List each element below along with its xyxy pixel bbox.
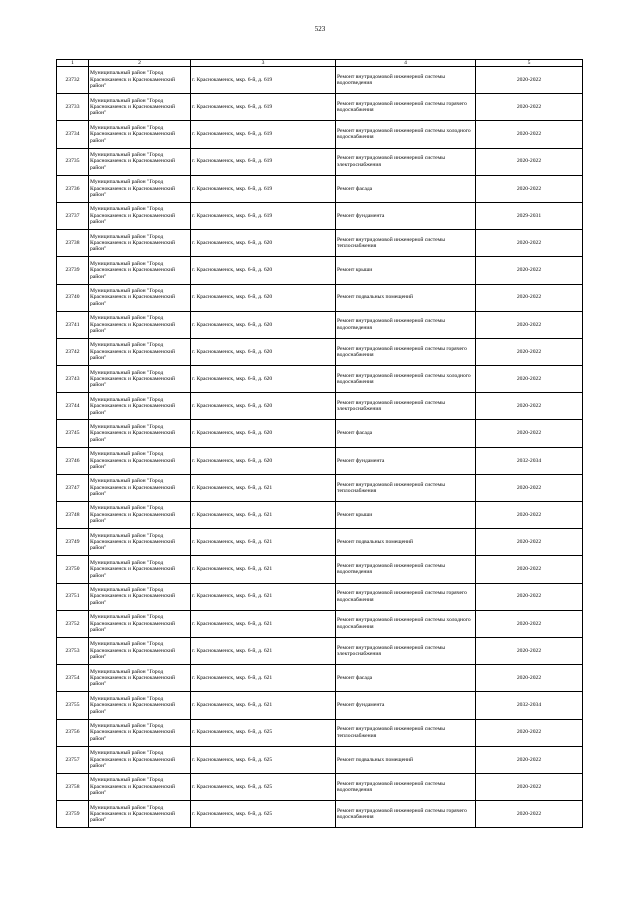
row-number: 23743 bbox=[57, 366, 89, 393]
municipality-cell: Муниципальный район "Город Краснокаменск и Краснокаменский район" bbox=[89, 94, 191, 121]
period-cell: 2020-2022 bbox=[476, 67, 583, 94]
address-cell: г. Краснокаменск, мкр. 6-й, д. 619 bbox=[191, 148, 336, 175]
header-row bbox=[57, 60, 583, 67]
address-cell: г. Краснокаменск, мкр. 6-й, д. 621 bbox=[191, 502, 336, 529]
work-type-cell: Ремонт подвальных помещений bbox=[336, 746, 476, 773]
address-cell: г. Краснокаменск, мкр. 6-й, д. 620 bbox=[191, 284, 336, 311]
period-cell: 2032-2034 bbox=[476, 692, 583, 719]
municipality-cell: Муниципальный район "Город Краснокаменск и Краснокаменский район" bbox=[89, 420, 191, 447]
period-cell: 2020-2022 bbox=[476, 311, 583, 338]
municipality-cell: Муниципальный район "Город Краснокаменск и Краснокаменский район" bbox=[89, 311, 191, 338]
table-row bbox=[57, 529, 583, 556]
table-row bbox=[57, 692, 583, 719]
column-header: 4 bbox=[336, 60, 476, 67]
row-number: 23733 bbox=[57, 94, 89, 121]
row-number: 23744 bbox=[57, 393, 89, 420]
address-cell: г. Краснокаменск, мкр. 6-й, д. 620 bbox=[191, 338, 336, 365]
table-row bbox=[57, 474, 583, 501]
address-cell: г. Краснокаменск, мкр. 6-й, д. 620 bbox=[191, 230, 336, 257]
period-cell: 2020-2022 bbox=[476, 474, 583, 501]
municipality-cell: Муниципальный район "Город Краснокаменск и Краснокаменский район" bbox=[89, 529, 191, 556]
work-type-cell: Ремонт внутридомовой инженерной системы горячего водоснабжения bbox=[336, 338, 476, 365]
period-cell: 2020-2022 bbox=[476, 94, 583, 121]
table-body bbox=[57, 67, 583, 828]
row-number: 23757 bbox=[57, 746, 89, 773]
work-type-cell: Ремонт внутридомовой инженерной системы электроснабжения bbox=[336, 637, 476, 664]
table-row bbox=[57, 311, 583, 338]
table-row bbox=[57, 665, 583, 692]
row-number: 23753 bbox=[57, 637, 89, 664]
period-cell: 2020-2022 bbox=[476, 801, 583, 828]
row-number: 23734 bbox=[57, 121, 89, 148]
municipality-cell: Муниципальный район "Город Краснокаменск и Краснокаменский район" bbox=[89, 583, 191, 610]
work-type-cell: Ремонт внутридомовой инженерной системы теплоснабжения bbox=[336, 719, 476, 746]
row-number: 23746 bbox=[57, 447, 89, 474]
period-cell: 2020-2022 bbox=[476, 230, 583, 257]
row-number: 23737 bbox=[57, 202, 89, 229]
address-cell: г. Краснокаменск, мкр. 6-й, д. 619 bbox=[191, 121, 336, 148]
row-number: 23742 bbox=[57, 338, 89, 365]
work-type-cell: Ремонт внутридомовой инженерной системы холодного водоснабжения bbox=[336, 366, 476, 393]
address-cell: г. Краснокаменск, мкр. 6-й, д. 619 bbox=[191, 94, 336, 121]
row-number: 23754 bbox=[57, 665, 89, 692]
address-cell: г. Краснокаменск, мкр. 6-й, д. 625 bbox=[191, 719, 336, 746]
table-row bbox=[57, 94, 583, 121]
municipality-cell: Муниципальный район "Город Краснокаменск и Краснокаменский район" bbox=[89, 556, 191, 583]
municipality-cell: Муниципальный район "Город Краснокаменск и Краснокаменский район" bbox=[89, 665, 191, 692]
table-row bbox=[57, 366, 583, 393]
period-cell: 2020-2022 bbox=[476, 665, 583, 692]
address-cell: г. Краснокаменск, мкр. 6-й, д. 621 bbox=[191, 610, 336, 637]
row-number: 23732 bbox=[57, 67, 89, 94]
table-row bbox=[57, 148, 583, 175]
row-number: 23741 bbox=[57, 311, 89, 338]
row-number: 23759 bbox=[57, 801, 89, 828]
period-cell: 2020-2022 bbox=[476, 121, 583, 148]
address-cell: г. Краснокаменск, мкр. 6-й, д. 621 bbox=[191, 583, 336, 610]
address-cell: г. Краснокаменск, мкр. 6-й, д. 621 bbox=[191, 529, 336, 556]
period-cell: 2020-2022 bbox=[476, 420, 583, 447]
municipality-cell: Муниципальный район "Город Краснокаменск и Краснокаменский район" bbox=[89, 719, 191, 746]
period-cell: 2020-2022 bbox=[476, 257, 583, 284]
address-cell: г. Краснокаменск, мкр. 6-й, д. 625 bbox=[191, 773, 336, 800]
address-cell: г. Краснокаменск, мкр. 6-й, д. 621 bbox=[191, 474, 336, 501]
table-row bbox=[57, 556, 583, 583]
period-cell: 2032-2034 bbox=[476, 447, 583, 474]
period-cell: 2020-2022 bbox=[476, 719, 583, 746]
address-cell: г. Краснокаменск, мкр. 6-й, д. 619 bbox=[191, 202, 336, 229]
table-row bbox=[57, 719, 583, 746]
row-number: 23745 bbox=[57, 420, 89, 447]
address-cell: г. Краснокаменск, мкр. 6-й, д. 620 bbox=[191, 366, 336, 393]
row-number: 23756 bbox=[57, 719, 89, 746]
work-type-cell: Ремонт внутридомовой инженерной системы водоотведения bbox=[336, 773, 476, 800]
table-header bbox=[57, 60, 583, 67]
row-number: 23758 bbox=[57, 773, 89, 800]
work-type-cell: Ремонт внутридомовой инженерной системы теплоснабжения bbox=[336, 474, 476, 501]
table-row bbox=[57, 257, 583, 284]
work-type-cell: Ремонт крыши bbox=[336, 502, 476, 529]
work-type-cell: Ремонт фундамента bbox=[336, 202, 476, 229]
address-cell: г. Краснокаменск, мкр. 6-й, д. 625 bbox=[191, 801, 336, 828]
row-number: 23752 bbox=[57, 610, 89, 637]
municipality-cell: Муниципальный район "Город Краснокаменск и Краснокаменский район" bbox=[89, 801, 191, 828]
period-cell: 2029-2031 bbox=[476, 202, 583, 229]
row-number: 23738 bbox=[57, 230, 89, 257]
address-cell: г. Краснокаменск, мкр. 6-й, д. 621 bbox=[191, 556, 336, 583]
table-row bbox=[57, 175, 583, 202]
address-cell: г. Краснокаменск, мкр. 6-й, д. 620 bbox=[191, 447, 336, 474]
column-header: 5 bbox=[476, 60, 583, 67]
work-type-cell: Ремонт внутридомовой инженерной системы электроснабжения bbox=[336, 148, 476, 175]
period-cell: 2020-2022 bbox=[476, 338, 583, 365]
municipality-cell: Муниципальный район "Город Краснокаменск и Краснокаменский район" bbox=[89, 610, 191, 637]
address-cell: г. Краснокаменск, мкр. 6-й, д. 619 bbox=[191, 67, 336, 94]
municipality-cell: Муниципальный район "Город Краснокаменск и Краснокаменский район" bbox=[89, 284, 191, 311]
municipality-cell: Муниципальный район "Город Краснокаменск и Краснокаменский район" bbox=[89, 447, 191, 474]
column-header: 2 bbox=[89, 60, 191, 67]
table-row bbox=[57, 67, 583, 94]
municipality-cell: Муниципальный район "Город Краснокаменск и Краснокаменский район" bbox=[89, 67, 191, 94]
table-row bbox=[57, 420, 583, 447]
municipality-cell: Муниципальный район "Город Краснокаменск и Краснокаменский район" bbox=[89, 366, 191, 393]
row-number: 23740 bbox=[57, 284, 89, 311]
table-row bbox=[57, 583, 583, 610]
column-header: 1 bbox=[57, 60, 89, 67]
table-row bbox=[57, 447, 583, 474]
registry-table bbox=[56, 59, 583, 828]
row-number: 23736 bbox=[57, 175, 89, 202]
period-cell: 2020-2022 bbox=[476, 366, 583, 393]
row-number: 23735 bbox=[57, 148, 89, 175]
municipality-cell: Муниципальный район "Город Краснокаменск и Краснокаменский район" bbox=[89, 637, 191, 664]
row-number: 23755 bbox=[57, 692, 89, 719]
work-type-cell: Ремонт фундамента bbox=[336, 692, 476, 719]
municipality-cell: Муниципальный район "Город Краснокаменск и Краснокаменский район" bbox=[89, 121, 191, 148]
municipality-cell: Муниципальный район "Город Краснокаменск и Краснокаменский район" bbox=[89, 202, 191, 229]
work-type-cell: Ремонт внутридомовой инженерной системы водоотведения bbox=[336, 556, 476, 583]
municipality-cell: Муниципальный район "Город Краснокаменск и Краснокаменский район" bbox=[89, 257, 191, 284]
municipality-cell: Муниципальный район "Город Краснокаменск и Краснокаменский район" bbox=[89, 148, 191, 175]
work-type-cell: Ремонт подвальных помещений bbox=[336, 529, 476, 556]
municipality-cell: Муниципальный район "Город Краснокаменск и Краснокаменский район" bbox=[89, 746, 191, 773]
address-cell: г. Краснокаменск, мкр. 6-й, д. 620 bbox=[191, 257, 336, 284]
row-number: 23749 bbox=[57, 529, 89, 556]
work-type-cell: Ремонт фасада bbox=[336, 665, 476, 692]
work-type-cell: Ремонт фундамента bbox=[336, 447, 476, 474]
period-cell: 2020-2022 bbox=[476, 148, 583, 175]
address-cell: г. Краснокаменск, мкр. 6-й, д. 620 bbox=[191, 420, 336, 447]
table-row bbox=[57, 773, 583, 800]
table-row bbox=[57, 284, 583, 311]
work-type-cell: Ремонт внутридомовой инженерной системы водоотведения bbox=[336, 311, 476, 338]
work-type-cell: Ремонт внутридомовой инженерной системы холодного водоснабжения bbox=[336, 610, 476, 637]
municipality-cell: Муниципальный район "Город Краснокаменск и Краснокаменский район" bbox=[89, 338, 191, 365]
table-row bbox=[57, 746, 583, 773]
municipality-cell: Муниципальный район "Город Краснокаменск и Краснокаменский район" bbox=[89, 773, 191, 800]
row-number: 23747 bbox=[57, 474, 89, 501]
work-type-cell: Ремонт внутридомовой инженерной системы холодного водоснабжения bbox=[336, 121, 476, 148]
row-number: 23751 bbox=[57, 583, 89, 610]
table-row bbox=[57, 202, 583, 229]
work-type-cell: Ремонт фасада bbox=[336, 175, 476, 202]
address-cell: г. Краснокаменск, мкр. 6-й, д. 621 bbox=[191, 692, 336, 719]
municipality-cell: Муниципальный район "Город Краснокаменск и Краснокаменский район" bbox=[89, 474, 191, 501]
table-row bbox=[57, 801, 583, 828]
period-cell: 2020-2022 bbox=[476, 529, 583, 556]
work-type-cell: Ремонт внутридомовой инженерной системы горячего водоснабжения bbox=[336, 94, 476, 121]
work-type-cell: Ремонт внутридомовой инженерной системы горячего водоснабжения bbox=[336, 801, 476, 828]
work-type-cell: Ремонт фасада bbox=[336, 420, 476, 447]
period-cell: 2020-2022 bbox=[476, 393, 583, 420]
municipality-cell: Муниципальный район "Город Краснокаменск и Краснокаменский район" bbox=[89, 692, 191, 719]
period-cell: 2020-2022 bbox=[476, 284, 583, 311]
period-cell: 2020-2022 bbox=[476, 175, 583, 202]
column-header: 3 bbox=[191, 60, 336, 67]
period-cell: 2020-2022 bbox=[476, 773, 583, 800]
table-row bbox=[57, 610, 583, 637]
address-cell: г. Краснокаменск, мкр. 6-й, д. 621 bbox=[191, 637, 336, 664]
municipality-cell: Муниципальный район "Город Краснокаменск и Краснокаменский район" bbox=[89, 393, 191, 420]
work-type-cell: Ремонт внутридомовой инженерной системы водоотведения bbox=[336, 67, 476, 94]
work-type-cell: Ремонт крыши bbox=[336, 257, 476, 284]
address-cell: г. Краснокаменск, мкр. 6-й, д. 620 bbox=[191, 311, 336, 338]
period-cell: 2020-2022 bbox=[476, 583, 583, 610]
period-cell: 2020-2022 bbox=[476, 746, 583, 773]
row-number: 23748 bbox=[57, 502, 89, 529]
municipality-cell: Муниципальный район "Город Краснокаменск и Краснокаменский район" bbox=[89, 230, 191, 257]
municipality-cell: Муниципальный район "Город Краснокаменск и Краснокаменский район" bbox=[89, 175, 191, 202]
work-type-cell: Ремонт внутридомовой инженерной системы электроснабжения bbox=[336, 393, 476, 420]
table-row bbox=[57, 121, 583, 148]
page-number: 523 bbox=[314, 25, 326, 33]
work-type-cell: Ремонт подвальных помещений bbox=[336, 284, 476, 311]
table-row bbox=[57, 637, 583, 664]
period-cell: 2020-2022 bbox=[476, 556, 583, 583]
table-row bbox=[57, 393, 583, 420]
work-type-cell: Ремонт внутридомовой инженерной системы горячего водоснабжения bbox=[336, 583, 476, 610]
period-cell: 2020-2022 bbox=[476, 610, 583, 637]
address-cell: г. Краснокаменск, мкр. 6-й, д. 619 bbox=[191, 175, 336, 202]
municipality-cell: Муниципальный район "Город Краснокаменск и Краснокаменский район" bbox=[89, 502, 191, 529]
address-cell: г. Краснокаменск, мкр. 6-й, д. 621 bbox=[191, 665, 336, 692]
work-type-cell: Ремонт внутридомовой инженерной системы теплоснабжения bbox=[336, 230, 476, 257]
table-row bbox=[57, 502, 583, 529]
table-row bbox=[57, 230, 583, 257]
period-cell: 2020-2022 bbox=[476, 502, 583, 529]
period-cell: 2020-2022 bbox=[476, 637, 583, 664]
table-row bbox=[57, 338, 583, 365]
row-number: 23739 bbox=[57, 257, 89, 284]
address-cell: г. Краснокаменск, мкр. 6-й, д. 620 bbox=[191, 393, 336, 420]
address-cell: г. Краснокаменск, мкр. 6-й, д. 625 bbox=[191, 746, 336, 773]
row-number: 23750 bbox=[57, 556, 89, 583]
